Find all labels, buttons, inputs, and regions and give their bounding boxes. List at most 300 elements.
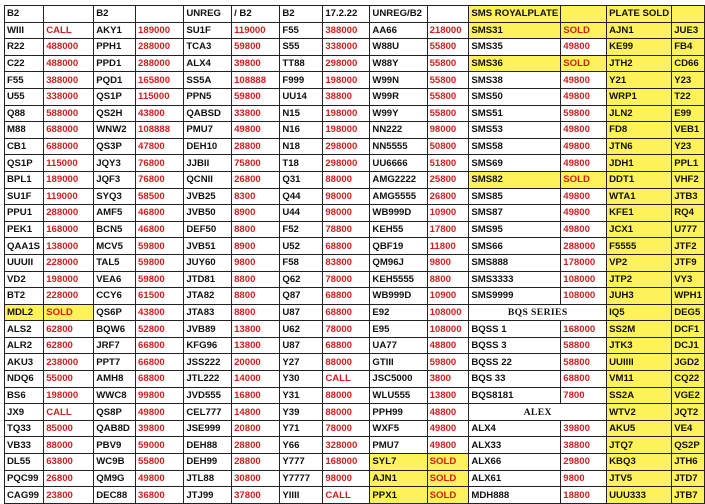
plate-cell: PPH1	[94, 39, 136, 56]
table-row	[5, 420, 705, 437]
table-row	[5, 337, 705, 354]
plate-cell: SMS66	[469, 238, 561, 255]
plate-cell: W88Y	[370, 55, 427, 72]
plate-cell: U62	[280, 321, 323, 338]
plate-cell: WTA1	[607, 188, 672, 205]
price-cell: 49800	[561, 205, 607, 222]
price-cell: 228000	[44, 288, 94, 305]
plate-cell: F52	[280, 221, 323, 238]
price-cell: SOLD	[427, 454, 469, 471]
price-cell: 228000	[44, 254, 94, 271]
price-cell: 17800	[427, 221, 469, 238]
plate-cell: ALX33	[469, 437, 561, 454]
price-cell: 59800	[232, 88, 280, 105]
plate-cell: Q88	[5, 105, 44, 122]
plate-cell: JTV5	[607, 470, 672, 487]
price-cell: 168000	[561, 321, 607, 338]
plate-cell: WB999D	[370, 205, 427, 222]
plate-cell: VEA6	[94, 271, 136, 288]
price-cell: 55800	[427, 88, 469, 105]
price-cell: 55800	[427, 105, 469, 122]
price-cell: 59800	[232, 39, 280, 56]
plate-cell: PPN5	[184, 88, 232, 105]
price-cell: 29800	[561, 454, 607, 471]
price-cell: 8800	[427, 271, 469, 288]
price-cell: 115000	[136, 88, 184, 105]
plate-cell: JTB3	[672, 188, 705, 205]
plate-cell: BPL1	[5, 171, 44, 188]
price-cell: 20000	[232, 354, 280, 371]
plate-cell: JTH2	[607, 55, 672, 72]
plate-cell: DCJ1	[672, 337, 705, 354]
table-row	[5, 205, 705, 222]
table-row	[5, 105, 705, 122]
price-cell: 8800	[232, 271, 280, 288]
price-cell: 61500	[136, 288, 184, 305]
plate-cell: JUY60	[184, 254, 232, 271]
plate-cell: JTL222	[184, 371, 232, 388]
price-cell: 16800	[232, 387, 280, 404]
plate-cell: SMS69	[469, 155, 561, 172]
column-header: 17.2.22	[323, 6, 370, 23]
column-header: PLATE SOLD	[607, 6, 672, 23]
price-cell: CALL	[44, 404, 94, 421]
price-cell: 8900	[232, 205, 280, 222]
column-header: UNREG/B2	[370, 6, 427, 23]
price-cell: 10900	[427, 288, 469, 305]
plate-cell: SMS87	[469, 205, 561, 222]
plate-cell: M88	[5, 122, 44, 139]
plate-cell: JTQ7	[607, 437, 672, 454]
plate-cell: Q31	[280, 171, 323, 188]
price-cell: 78000	[323, 271, 370, 288]
plate-cell: DL55	[5, 454, 44, 471]
price-cell: 26800	[232, 171, 280, 188]
plate-cell: QCNII	[184, 171, 232, 188]
price-cell: SOLD	[561, 55, 607, 72]
plate-cell: NN222	[370, 122, 427, 139]
price-cell: 488000	[44, 39, 94, 56]
price-cell: 49800	[561, 138, 607, 155]
plate-cell: PQC99	[5, 470, 44, 487]
price-cell: CALL	[44, 22, 94, 39]
price-cell: 68800	[323, 337, 370, 354]
price-cell: 51800	[427, 155, 469, 172]
plate-cell: JVB50	[184, 205, 232, 222]
price-cell: 52800	[136, 321, 184, 338]
plate-cell: T22	[672, 88, 705, 105]
plate-cell: SMS31	[469, 22, 561, 39]
table-row	[5, 22, 705, 39]
plate-cell: TT88	[280, 55, 323, 72]
price-cell: 55800	[136, 454, 184, 471]
plate-cell: U87	[280, 304, 323, 321]
price-cell: 39800	[136, 420, 184, 437]
plate-cell: U44	[280, 205, 323, 222]
plate-cell: NN5555	[370, 138, 427, 155]
plate-cell: AMH8	[94, 371, 136, 388]
price-cell: 688000	[44, 122, 94, 139]
table-row	[5, 387, 705, 404]
plate-cell: JJBII	[184, 155, 232, 172]
plate-cell: JTB7	[672, 487, 705, 504]
plate-cell: VHF2	[672, 171, 705, 188]
plate-cell: JSS222	[184, 354, 232, 371]
plate-cell: U777	[672, 221, 705, 238]
price-cell: 78800	[323, 221, 370, 238]
price-cell: 108000	[427, 321, 469, 338]
plate-cell: DEH10	[184, 138, 232, 155]
price-cell: 11800	[427, 238, 469, 255]
plate-cell: JLN2	[607, 105, 672, 122]
price-cell: 328000	[323, 437, 370, 454]
table-row	[5, 437, 705, 454]
plate-cell: VM11	[607, 371, 672, 388]
plate-cell: JTL88	[184, 470, 232, 487]
plate-cell: DEH99	[184, 454, 232, 471]
price-cell: 198000	[323, 72, 370, 89]
plate-cell: KFE1	[607, 205, 672, 222]
price-cell: 46800	[136, 221, 184, 238]
price-cell: 198000	[44, 271, 94, 288]
plate-cell: JVB89	[184, 321, 232, 338]
price-cell: SOLD	[427, 470, 469, 487]
plate-cell: SMS36	[469, 55, 561, 72]
plate-cell: BT2	[5, 288, 44, 305]
price-cell: 49800	[232, 122, 280, 139]
price-cell: 68800	[323, 238, 370, 255]
plate-cell: DEC88	[94, 487, 136, 504]
plate-cell: U55	[5, 88, 44, 105]
price-cell: 20800	[232, 420, 280, 437]
price-cell: 50800	[427, 138, 469, 155]
plate-cell: MCV5	[94, 238, 136, 255]
table-row	[5, 304, 705, 321]
price-cell: 13800	[427, 387, 469, 404]
plate-cell: Q62	[280, 271, 323, 288]
plate-cell: QS2P	[672, 437, 705, 454]
price-cell: 62800	[44, 337, 94, 354]
plate-cell: JX9	[5, 404, 44, 421]
plate-cell: PPH99	[370, 404, 427, 421]
price-cell: 37800	[232, 487, 280, 504]
plate-cell: JTA83	[184, 304, 232, 321]
table-row	[5, 271, 705, 288]
plate-cell: ALX66	[469, 454, 561, 471]
price-cell: 59800	[136, 271, 184, 288]
column-header: UNREG	[184, 6, 232, 23]
plate-cell: ALS2	[5, 321, 44, 338]
column-header	[136, 6, 184, 23]
plate-cell: BCN5	[94, 221, 136, 238]
plate-cell: AKU3	[5, 354, 44, 371]
price-cell: 13800	[232, 321, 280, 338]
plate-cell: JTH6	[672, 454, 705, 471]
price-cell: 688000	[44, 138, 94, 155]
price-cell: SOLD	[561, 22, 607, 39]
plate-cell: Q87	[280, 288, 323, 305]
price-cell: 26800	[44, 470, 94, 487]
plate-cell: JTK3	[607, 337, 672, 354]
price-cell: 119000	[232, 22, 280, 39]
price-cell: 26800	[427, 188, 469, 205]
table-row	[5, 487, 705, 504]
plate-cell: PPD1	[94, 55, 136, 72]
price-cell: 66800	[136, 337, 184, 354]
plate-cell: E92	[370, 304, 427, 321]
plate-cell: JTP2	[607, 271, 672, 288]
plate-cell: FD8	[607, 122, 672, 139]
plate-price-sheet	[4, 5, 705, 504]
plate-cell: QM9G	[94, 470, 136, 487]
price-cell: 75800	[232, 155, 280, 172]
price-cell: 119000	[44, 188, 94, 205]
price-cell: 178000	[561, 254, 607, 271]
plate-cell: QS1P	[5, 155, 44, 172]
price-cell: 43800	[136, 304, 184, 321]
plate-cell: JVB51	[184, 238, 232, 255]
plate-cell: UA77	[370, 337, 427, 354]
price-cell: 38800	[323, 88, 370, 105]
plate-cell: JTF2	[672, 238, 705, 255]
price-cell: 49800	[427, 437, 469, 454]
plate-cell: ALX4	[469, 420, 561, 437]
price-cell: 59000	[136, 437, 184, 454]
price-cell: 62800	[44, 321, 94, 338]
plate-cell: Y23	[672, 138, 705, 155]
price-cell: 8800	[232, 288, 280, 305]
plate-cell: WRP1	[607, 88, 672, 105]
price-cell: 68800	[323, 304, 370, 321]
plate-cell: BQSS 3	[469, 337, 561, 354]
plate-cell: AJN1	[370, 470, 427, 487]
price-cell: 49800	[561, 122, 607, 139]
plate-cell: Y31	[280, 387, 323, 404]
plate-cell: WB999D	[370, 288, 427, 305]
price-cell: 48800	[427, 404, 469, 421]
plate-cell: Y27	[280, 354, 323, 371]
column-header	[561, 6, 607, 23]
price-cell: 98000	[427, 122, 469, 139]
plate-cell: JTF9	[672, 254, 705, 271]
price-cell: 23800	[44, 487, 94, 504]
plate-cell: UUIIII	[607, 354, 672, 371]
plate-cell: MDL2	[5, 304, 44, 321]
plate-cell: SYQ3	[94, 188, 136, 205]
plate-cell: JTA82	[184, 288, 232, 305]
plate-cell: CD66	[672, 55, 705, 72]
plate-cell: W99Y	[370, 105, 427, 122]
price-cell: 14800	[232, 404, 280, 421]
price-cell: 165800	[136, 72, 184, 89]
plate-cell: UUU333	[607, 487, 672, 504]
plate-cell: U52	[280, 238, 323, 255]
price-cell: 3800	[427, 371, 469, 388]
plate-cell: W99R	[370, 88, 427, 105]
price-cell: 55000	[44, 371, 94, 388]
price-cell: 76800	[136, 171, 184, 188]
table-row	[5, 254, 705, 271]
plate-cell: CQ22	[672, 371, 705, 388]
price-cell: SOLD	[427, 487, 469, 504]
price-cell: 46800	[136, 205, 184, 222]
plate-cell: Y23	[672, 72, 705, 89]
plate-cell: R22	[5, 39, 44, 56]
table-row	[5, 354, 705, 371]
plate-cell: JQT2	[672, 404, 705, 421]
price-cell: 49800	[136, 404, 184, 421]
plate-cell: SU1F	[184, 22, 232, 39]
plate-cell: JQY3	[94, 155, 136, 172]
price-cell: 58800	[561, 354, 607, 371]
plate-cell: TQ33	[5, 420, 44, 437]
price-cell: 58500	[136, 188, 184, 205]
plate-cell: F55	[280, 22, 323, 39]
price-cell: 7800	[561, 387, 607, 404]
plate-cell: QABSD	[184, 105, 232, 122]
plate-cell: PPT7	[94, 354, 136, 371]
price-cell: 108000	[561, 288, 607, 305]
price-cell: 9800	[561, 470, 607, 487]
price-cell: 49800	[561, 39, 607, 56]
plate-cell: QS1P	[94, 88, 136, 105]
price-cell: 168000	[44, 221, 94, 238]
plate-cell: BQSS 22	[469, 354, 561, 371]
price-cell: 288000	[44, 205, 94, 222]
plate-cell: QS3P	[94, 138, 136, 155]
plate-cell: F55	[5, 72, 44, 89]
table-row	[5, 221, 705, 238]
price-cell: SOLD	[561, 171, 607, 188]
table-row	[5, 155, 705, 172]
plate-cell: ALX4	[184, 55, 232, 72]
table-row	[5, 122, 705, 139]
price-cell: 78000	[323, 420, 370, 437]
plate-cell: CB1	[5, 138, 44, 155]
plate-cell: AKU5	[607, 420, 672, 437]
price-cell: 63800	[44, 454, 94, 471]
table-row	[5, 404, 705, 421]
plate-cell: PMU7	[370, 437, 427, 454]
plate-cell: QS2H	[94, 105, 136, 122]
price-cell: 88000	[323, 387, 370, 404]
plate-cell: VD2	[5, 271, 44, 288]
price-cell: 99800	[136, 387, 184, 404]
price-cell: 108000	[561, 271, 607, 288]
plate-cell: PPL1	[672, 155, 705, 172]
plate-cell: SMS3333	[469, 271, 561, 288]
plate-cell: DEH88	[184, 437, 232, 454]
plate-cell: JGD2	[672, 354, 705, 371]
plate-cell: VP2	[607, 254, 672, 271]
price-cell: 288000	[136, 39, 184, 56]
plate-cell: JSC5000	[370, 371, 427, 388]
price-cell: 59800	[561, 105, 607, 122]
plate-cell: WC9B	[94, 454, 136, 471]
price-cell: CALL	[323, 371, 370, 388]
series-heading: ALEX	[469, 404, 607, 421]
plate-cell: U87	[280, 337, 323, 354]
plate-cell: S55	[280, 39, 323, 56]
price-cell: 9800	[427, 254, 469, 271]
price-cell: 288000	[136, 55, 184, 72]
plate-cell: PPX1	[370, 487, 427, 504]
plate-cell: W88U	[370, 39, 427, 56]
plate-cell: VGE2	[672, 387, 705, 404]
table-row	[5, 288, 705, 305]
plate-cell: SMS38	[469, 72, 561, 89]
table-row	[5, 321, 705, 338]
plate-cell: TCA3	[184, 39, 232, 56]
plate-cell: SS5A	[184, 72, 232, 89]
price-cell: 25800	[427, 171, 469, 188]
plate-cell: SMS51	[469, 105, 561, 122]
price-cell: 28800	[232, 437, 280, 454]
plate-cell: CCY6	[94, 288, 136, 305]
table-row	[5, 88, 705, 105]
price-cell: 68800	[561, 371, 607, 388]
plate-cell: KE99	[607, 39, 672, 56]
column-header	[672, 6, 705, 23]
column-header: SMS ROYALPLATE	[469, 6, 561, 23]
plate-cell: Q44	[280, 188, 323, 205]
price-cell: 488000	[44, 55, 94, 72]
price-cell: 76800	[136, 155, 184, 172]
table-row	[5, 188, 705, 205]
plate-cell: DEF50	[184, 221, 232, 238]
price-cell: 58800	[561, 337, 607, 354]
plate-cell: RQ4	[672, 205, 705, 222]
price-cell: 30800	[232, 470, 280, 487]
price-cell: 49800	[427, 420, 469, 437]
price-cell: SOLD	[44, 304, 94, 321]
plate-cell: DEG5	[672, 304, 705, 321]
plate-cell: SMS95	[469, 221, 561, 238]
plate-cell: BS6	[5, 387, 44, 404]
plate-cell: WLU555	[370, 387, 427, 404]
plate-cell: SMS58	[469, 138, 561, 155]
price-cell: 78000	[323, 321, 370, 338]
plate-cell: VEB1	[672, 122, 705, 139]
plate-cell: KBQ3	[607, 454, 672, 471]
price-cell: 10900	[427, 205, 469, 222]
plate-cell: T18	[280, 155, 323, 172]
column-header	[427, 6, 469, 23]
plate-cell: NDQ6	[5, 371, 44, 388]
price-cell: 388000	[44, 72, 94, 89]
plate-cell: F999	[280, 72, 323, 89]
plate-cell: WWC8	[94, 387, 136, 404]
price-cell: 338000	[44, 88, 94, 105]
table-row	[5, 470, 705, 487]
plate-cell: SMS888	[469, 254, 561, 271]
plate-cell: N18	[280, 138, 323, 155]
plate-cell: PPU1	[5, 205, 44, 222]
price-cell: 55800	[427, 55, 469, 72]
column-header: B2	[94, 6, 136, 23]
price-cell: 18800	[561, 487, 607, 504]
plate-cell: PQD1	[94, 72, 136, 89]
price-cell: 298000	[323, 155, 370, 172]
price-cell: 88000	[323, 354, 370, 371]
table-row	[5, 39, 705, 56]
plate-cell: UU14	[280, 88, 323, 105]
price-cell: 198000	[323, 105, 370, 122]
price-cell: 338000	[323, 39, 370, 56]
plate-cell: DCF1	[672, 321, 705, 338]
plate-cell: BQW6	[94, 321, 136, 338]
plate-cell: QS8P	[94, 404, 136, 421]
